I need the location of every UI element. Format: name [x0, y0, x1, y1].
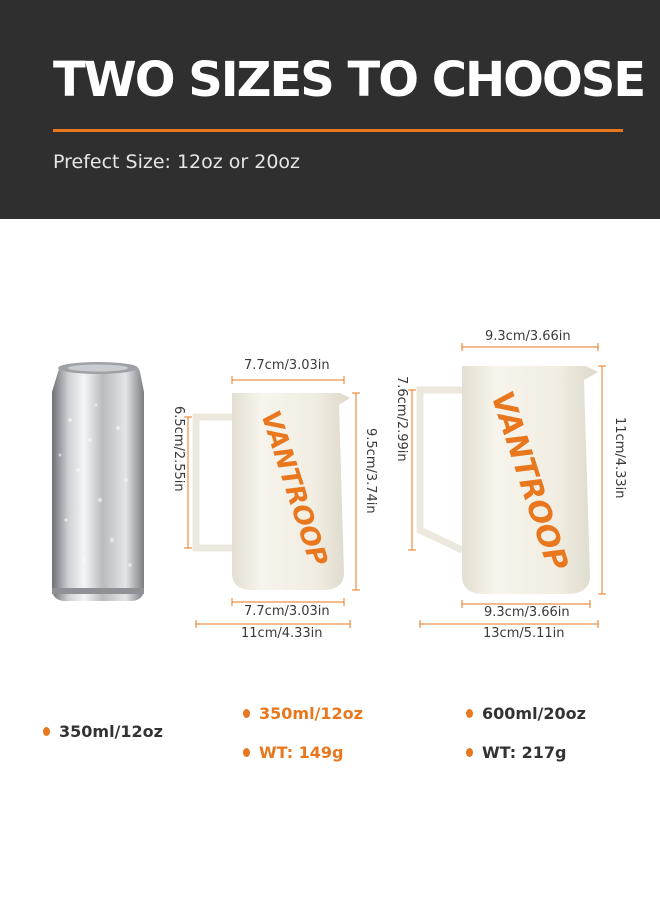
large-handle-height-label: 7.6cm/2.99in — [394, 376, 409, 462]
large-volume-text: 600ml/20oz — [482, 704, 586, 723]
large-weight-spec — [466, 743, 567, 762]
bullet-dot — [43, 727, 50, 736]
large-pitcher-logo: VANTROOP — [483, 387, 575, 575]
small-body-height-label: 9.5cm/3.74in — [363, 428, 378, 514]
bullet-dot — [243, 748, 250, 757]
can-volume-spec — [43, 722, 163, 741]
large-top-width-label: 9.3cm/3.66in — [485, 329, 571, 344]
small-pitcher-logo: VANTROOP — [254, 407, 333, 570]
small-bottom-width-label: 7.7cm/3.03in — [244, 604, 330, 619]
large-weight-text: WT: 217g — [482, 743, 567, 762]
small-top-width-label: 7.7cm/3.03in — [244, 358, 330, 373]
small-handle-height-label: 6.5cm/2.55in — [171, 406, 186, 492]
small-weight-text: WT: 149g — [259, 743, 344, 762]
bullet-dot — [466, 709, 473, 718]
header-banner — [0, 0, 660, 219]
bullet-dot — [243, 709, 250, 718]
small-volume-text: 350ml/12oz — [259, 704, 363, 723]
large-body-height-label: 11cm/4.33in — [612, 417, 627, 499]
can-volume-text: 350ml/12oz — [59, 722, 163, 741]
page-title: TWO SIZES TO CHOOSE — [53, 52, 645, 108]
large-volume-spec — [466, 704, 586, 723]
small-volume-spec — [243, 704, 363, 723]
large-pitcher-image — [420, 366, 598, 594]
small-total-width-label: 11cm/4.33in — [241, 626, 323, 641]
large-bottom-width-label: 9.3cm/3.66in — [484, 605, 570, 620]
page-subtitle: Prefect Size: 12oz or 20oz — [53, 151, 301, 173]
soda-can-image — [52, 362, 144, 601]
large-total-width-label: 13cm/5.11in — [483, 626, 565, 641]
bullet-dot — [466, 748, 473, 757]
small-pitcher-image — [196, 393, 350, 590]
small-weight-spec — [243, 743, 344, 762]
title-underline — [53, 129, 623, 132]
